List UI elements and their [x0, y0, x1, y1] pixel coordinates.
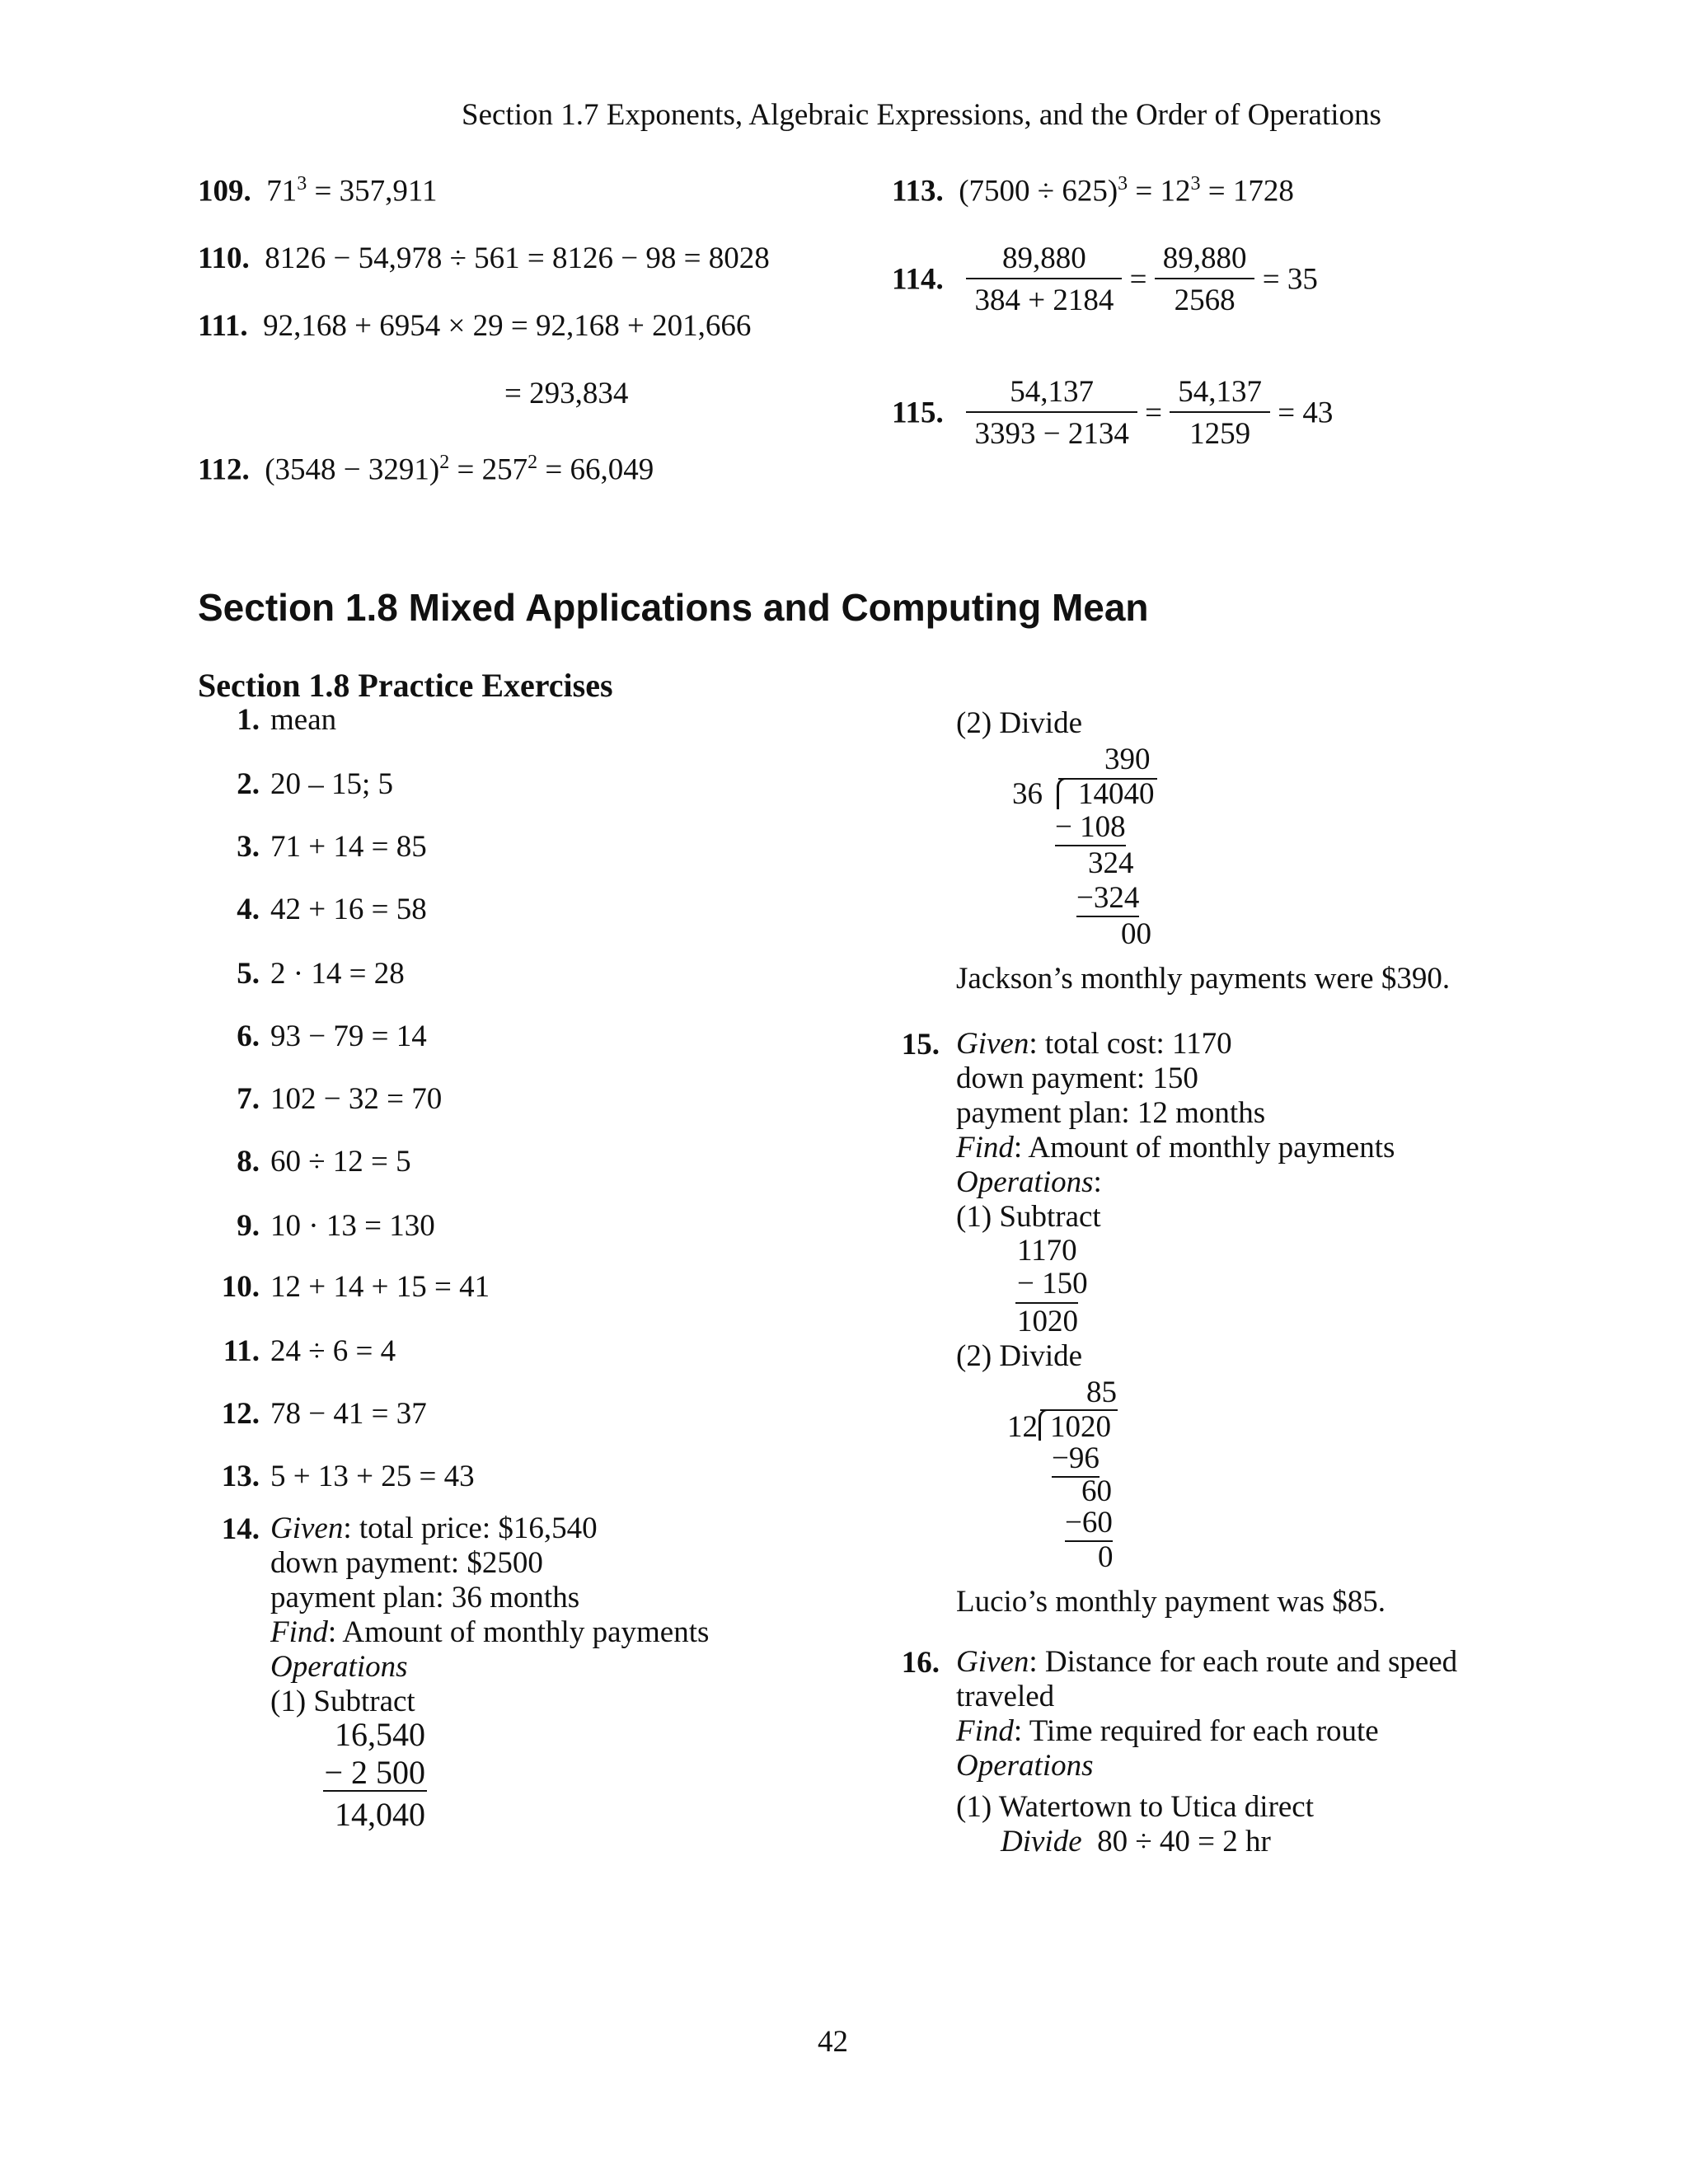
item-text: 42 + 16 = 58 — [270, 893, 427, 926]
item-text: 78 − 41 = 37 — [270, 1397, 427, 1431]
list-item — [210, 892, 427, 927]
item-text: 102 − 32 = 70 — [270, 1082, 443, 1116]
fraction-2: $\frac{54,137}{1259}$ — [1170, 374, 1270, 452]
item-number: 9. — [237, 1209, 260, 1243]
running-header: Section 1.7 Exponents, Algebraic Expressions, and the Order of Operations — [462, 98, 1381, 132]
division-bracket — [1057, 778, 1066, 809]
item-number: 10. — [221, 1270, 260, 1304]
item-text: 10 · 13 = 130 — [270, 1209, 435, 1243]
item-number: 8. — [237, 1145, 260, 1179]
page-number: 42 — [818, 2025, 848, 2059]
practice-heading: Section 1.8 Practice Exercises — [198, 667, 613, 704]
division-step-2: 324 — [1088, 846, 1134, 880]
item-text: 12 + 14 + 15 = 41 — [270, 1270, 490, 1304]
division-bracket — [1039, 1409, 1048, 1441]
long-division-dividend: 1020 — [1050, 1410, 1111, 1444]
division-step-3: −324 — [1076, 880, 1139, 917]
item-number: 12. — [221, 1397, 260, 1431]
item-number: 5. — [237, 957, 260, 991]
subtraction-14: 16,540 − 2 500 — [324, 1716, 425, 1791]
list-item — [210, 829, 427, 865]
problem-15: Given: total cost: 1170 down payment: 150 payment plan: 12 months Find: Amount of monthly payments Operations: (1) Subtract — [956, 1027, 1395, 1234]
problem-14-number: 14. — [221, 1512, 260, 1546]
division-step-1: −96 — [1052, 1441, 1100, 1478]
list-item — [210, 702, 336, 738]
subtraction-result: 1020 — [1017, 1305, 1078, 1338]
problem-109: 109. $71^3 = 357,911$ — [198, 173, 438, 209]
division-step-4: 00 — [1121, 917, 1151, 951]
item-number: 1. — [237, 703, 260, 737]
problem-15-answer: Lucio’s monthly payment was $85. — [956, 1585, 1386, 1619]
long-division-quotient: 390 — [1104, 743, 1151, 776]
item-number: 6. — [237, 1019, 260, 1053]
item-text: 20 – 15; 5 — [270, 767, 394, 801]
problem-15-number: 15. — [901, 1028, 940, 1062]
problem-14: Given: total price: $16,540 down payment: $2500 payment plan: 36 months Find: Amount of monthly payments Operations (1) Subtract — [270, 1511, 710, 1718]
fraction-1: $\frac{54,137}{3393 - 2134}$ — [966, 374, 1137, 452]
problem-111: 111. 92,168 + 6954 × 29 = 92,168 + 201,666 — [198, 309, 752, 343]
problem-16: Given: Distance for each route and speed traveled Find: Time required for each route Operations (1) Watertown to Utica direct Divide 80 ÷ 40 = 2 hr — [956, 1645, 1458, 1858]
list-item — [210, 1208, 435, 1244]
item-text: 2 · 14 = 28 — [270, 957, 405, 991]
fraction-2: $\frac{89,880}{2568}$ — [1155, 241, 1255, 318]
section-title: Section 1.8 Mixed Applications and Computing Mean — [198, 586, 1149, 629]
item-text: 71 + 14 = 85 — [270, 830, 427, 864]
long-division-dividend: 14040 — [1078, 777, 1155, 811]
list-item — [210, 1333, 396, 1369]
long-division-divisor: 12 — [1007, 1410, 1038, 1444]
list-item — [210, 1081, 442, 1117]
problem-14-answer: Jackson’s monthly payments were $390. — [956, 962, 1451, 996]
problem-15-step2: (2) Divide — [956, 1339, 1083, 1373]
list-item — [210, 1459, 475, 1494]
item-text: 93 − 79 = 14 — [270, 1019, 427, 1053]
list-item — [210, 1019, 427, 1054]
problem-111-line2: = 293,834 — [504, 377, 629, 410]
problem-112: 112. $(3548 - 3291)^2 = 257^2 = 66,049$ — [198, 452, 654, 487]
long-division-quotient: 85 — [1086, 1376, 1117, 1409]
division-step-3: −60 — [1065, 1505, 1113, 1542]
list-item — [210, 1269, 490, 1305]
item-number: 7. — [237, 1082, 260, 1116]
list-item — [210, 1144, 411, 1179]
list-item — [210, 956, 405, 991]
problem-115: 115. $\frac{54,137}{3393 - 2134}$ = $\frac{54,137}{1259}$ = 43 — [892, 375, 1334, 451]
item-text: 24 ÷ 6 = 4 — [270, 1334, 396, 1368]
item-number: 2. — [237, 767, 260, 801]
item-text: 5 + 13 + 25 = 43 — [270, 1460, 475, 1493]
item-text: 60 ÷ 12 = 5 — [270, 1145, 411, 1179]
long-division-divisor: 36 — [1012, 777, 1043, 811]
item-number: 13. — [221, 1460, 260, 1493]
problem-16-number: 16. — [901, 1646, 940, 1680]
problem-110: 110. 8126 − 54,978 ÷ 561 = 8126 − 98 = 8028 — [198, 241, 770, 275]
problem-113: 113. $(7500 \div 625)^3 = 12^3 = 1728$ — [892, 173, 1294, 209]
subtraction-result: 14,040 — [335, 1796, 425, 1833]
fraction-1: $\frac{89,880}{384 + 2184}$ — [966, 241, 1122, 318]
problem-114: 114. $\frac{89,880}{384 + 2184}$ = $\frac{89,880}{2568}$ = 35 — [892, 241, 1318, 317]
division-step-1: − 108 — [1055, 809, 1126, 846]
item-text: mean — [270, 703, 337, 737]
item-number: 4. — [237, 893, 260, 926]
division-step-4: 0 — [1098, 1540, 1114, 1574]
item-number: 11. — [223, 1334, 260, 1368]
division-step-2: 60 — [1081, 1474, 1112, 1508]
list-item — [210, 1396, 427, 1432]
subtraction-line — [323, 1790, 427, 1792]
problem-14-step2: (2) Divide — [956, 706, 1083, 740]
list-item — [210, 766, 393, 802]
item-number: 3. — [237, 830, 260, 864]
subtraction-15: 1170 − 150 — [1017, 1234, 1088, 1301]
